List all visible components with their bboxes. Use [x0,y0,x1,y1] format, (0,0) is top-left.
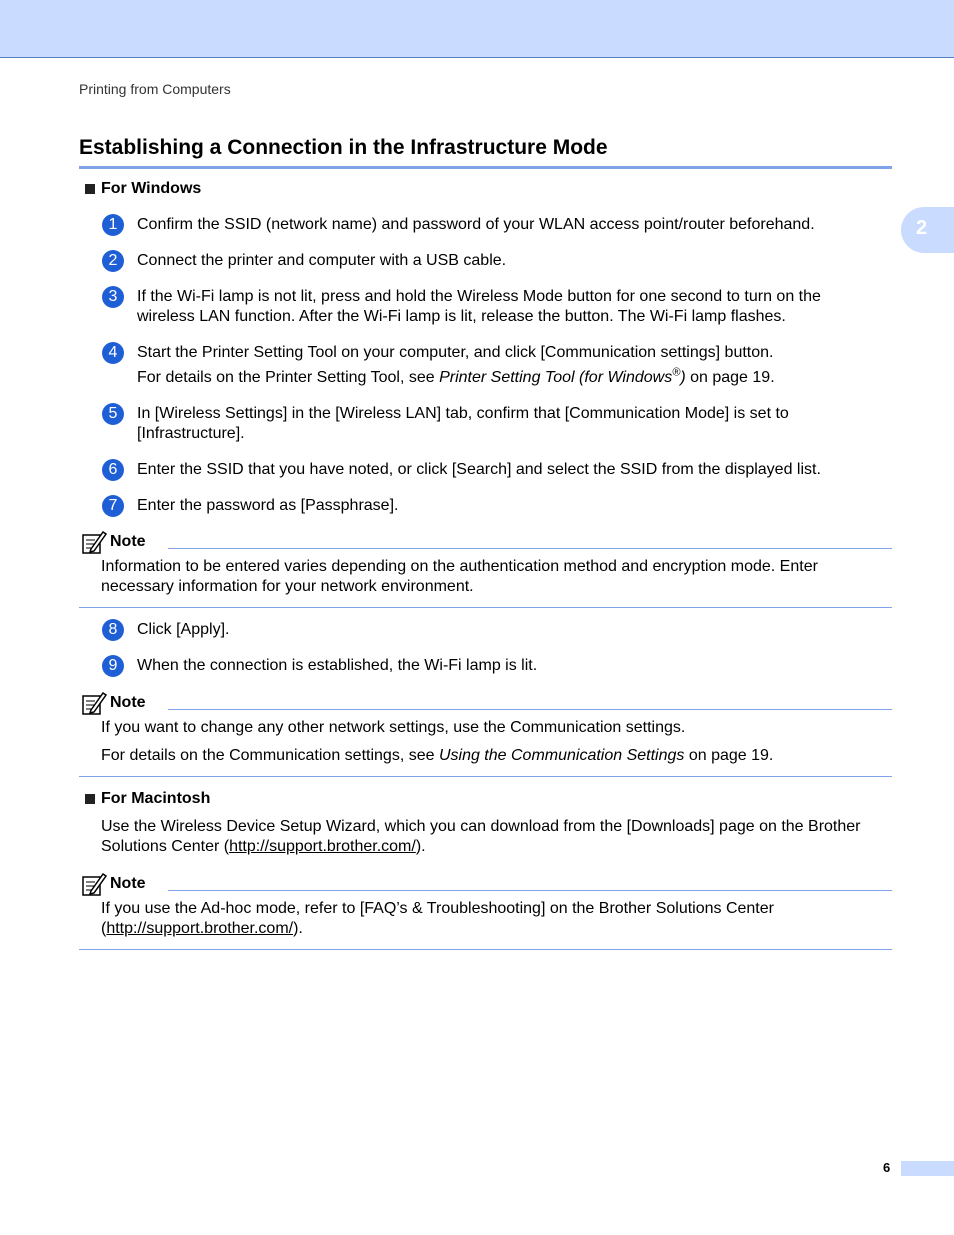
cross-reference-close: ) [680,369,686,386]
chapter-tab [901,207,954,253]
paragraph-prefix: Use the Wireless Device Setup Wizard, which you can download from the [Downloads] page on the Brother Solutions Center ( [101,818,861,855]
running-header: Printing from Computers [79,81,231,97]
note-label: Note [110,694,146,711]
macintosh-heading-label: For Macintosh [101,790,211,807]
step-4-detail [137,368,882,388]
step-text: Start the Printer Setting Tool on your computer, and click [Communication settings] button. [137,344,774,361]
step-number-icon: 9 [102,655,124,677]
chapter-number: 2 [916,217,928,239]
paragraph-suffix: ). [415,838,426,855]
note-heading [81,529,146,555]
step-text: Click [Apply]. [137,621,230,638]
header-band [0,0,954,58]
note-suffix: ). [293,920,303,937]
step-number-icon: 6 [102,459,124,481]
step-text: When the connection is established, the Wi-Fi lamp is lit. [137,657,538,674]
step-number-icon: 7 [102,495,124,517]
macintosh-paragraph [101,817,881,857]
note-suffix: on page 19. [684,747,774,764]
step-number-icon: 5 [102,403,124,425]
registered-mark: ® [672,366,681,379]
note-top-rule [168,890,892,891]
note-text-line-2 [101,746,881,766]
note-prefix: If you use the Ad-hoc mode, refer to [FAQ’s & Troubleshooting] on the Brother Solutions Center ( [101,900,774,937]
note-prefix: For details on the Communication settings, see [101,747,439,764]
step-text: In [Wireless Settings] in the [Wireless LAN] tab, confirm that [Communication Mode] is set to [Infrastructure]. [137,405,789,442]
note-bottom-rule [79,607,892,608]
support-link[interactable]: http://support.brother.com/ [229,838,416,855]
note-heading [81,871,146,897]
windows-heading [85,180,201,198]
note-pencil-icon [81,690,107,716]
note-heading [81,690,146,716]
step-number-icon: 1 [102,214,124,236]
note-top-rule [168,709,892,710]
macintosh-heading [85,790,210,808]
note-pencil-icon [81,529,107,555]
note-top-rule [168,548,892,549]
step-text: Connect the printer and computer with a USB cable. [137,252,507,269]
step-text: Enter the password as [Passphrase]. [137,497,399,514]
note-pencil-icon [81,871,107,897]
step-number-icon: 8 [102,619,124,641]
cross-reference: Using the Communication Settings [438,747,685,764]
square-bullet-icon [85,794,95,804]
page-number-tab [901,1161,954,1176]
step-number-icon: 4 [102,342,124,364]
note-label: Note [110,533,146,550]
note-text [101,899,881,939]
note-bottom-rule [79,949,892,950]
square-bullet-icon [85,184,95,194]
note-label: Note [110,875,146,892]
note-text: Information to be entered varies depending on the authentication method and encryption mode. Enter necessary information for your network environment. [101,558,818,595]
cross-reference: Printer Setting Tool (for Windows [439,369,673,386]
title-rule [79,166,892,169]
section-title: Establishing a Connection in the Infrastructure Mode [79,136,608,159]
note-bottom-rule [79,776,892,777]
note-text-line-1: If you want to change any other network settings, use the Communication settings. [101,719,686,736]
step-text: Enter the SSID that you have noted, or click [Search] and select the SSID from the displayed list. [137,461,821,478]
step-text: If the Wi-Fi lamp is not lit, press and hold the Wireless Mode button for one second to turn on the wireless LAN function. After the Wi-Fi lamp is lit, release the button. The Wi-Fi lamp flashes. [137,288,821,325]
support-link[interactable]: http://support.brother.com/ [106,920,294,937]
step-number-icon: 2 [102,250,124,272]
step-text: Confirm the SSID (network name) and password of your WLAN access point/router beforehand. [137,216,815,233]
step-number-icon: 3 [102,286,124,308]
detail-suffix: on page 19. [685,369,775,386]
detail-prefix: For details on the Printer Setting Tool, see [137,369,440,386]
page-number: 6 [883,1160,891,1175]
windows-heading-label: For Windows [101,180,202,197]
